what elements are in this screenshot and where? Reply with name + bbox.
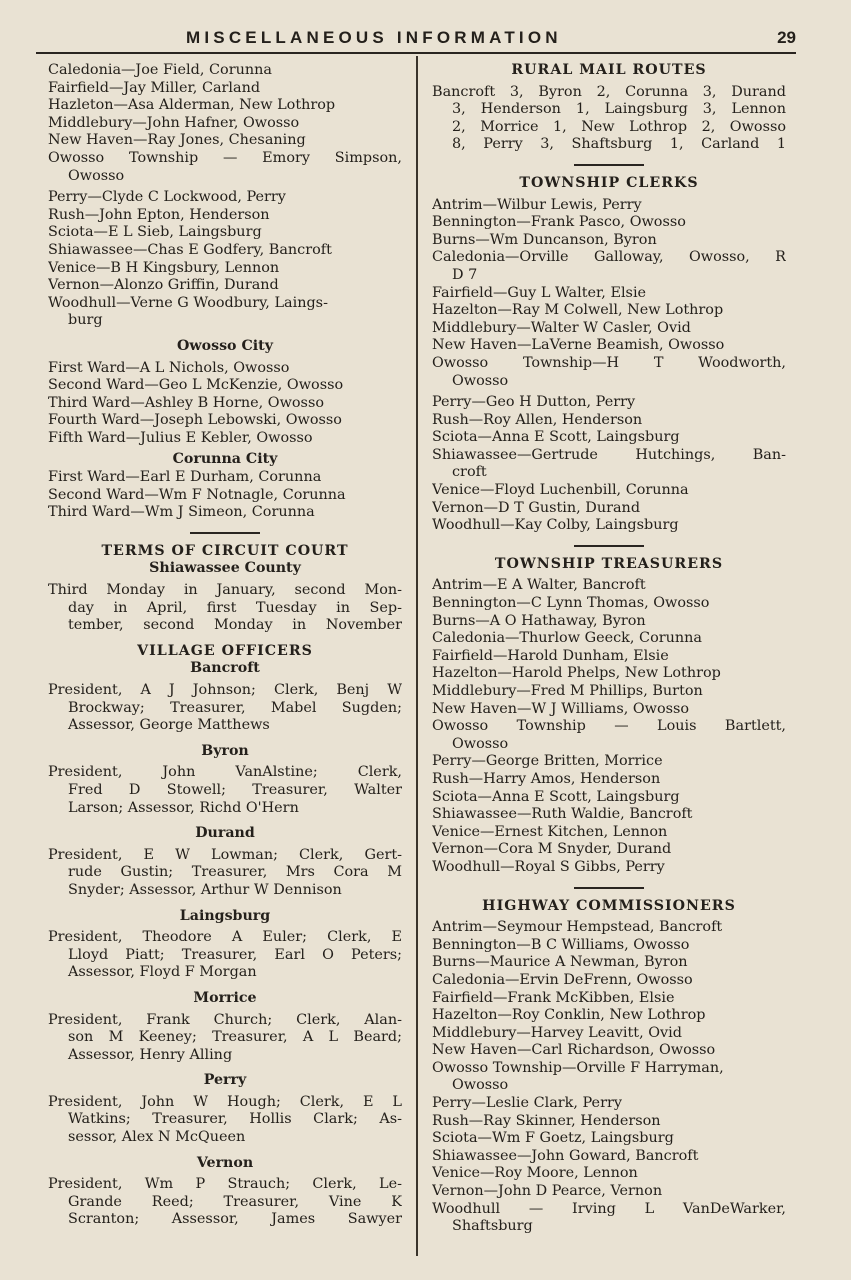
- section-heading: HIGHWAY COMMISSIONERS: [482, 897, 736, 914]
- list-item: Rush—John Epton, Henderson: [48, 206, 270, 223]
- list-item: Perry—Leslie Clark, Perry: [432, 1095, 622, 1112]
- list-item: Fifth Ward—Julius E Kebler, Owosso: [48, 429, 313, 446]
- list-item: Rush—Roy Allen, Henderson: [432, 411, 643, 428]
- paragraph-line: sessor, Alex N McQueen: [68, 1129, 246, 1146]
- village-name: Byron: [201, 742, 249, 759]
- section-heading: VILLAGE OFFICERS: [137, 642, 313, 659]
- list-item: Caledonia—Joe Field, Corunna: [48, 62, 272, 78]
- list-item: Middlebury—Harvey Leavitt, Ovid: [432, 1024, 682, 1041]
- paragraph-line: President, Theodore A Euler; Clerk, E: [48, 929, 402, 946]
- list-item-continued: D 7: [452, 266, 478, 283]
- list-item: Burns—Maurice A Newman, Byron: [432, 954, 688, 971]
- paragraph-line: 2, Morrice 1, New Lothrop 2, Owosso: [452, 118, 786, 135]
- paragraph-line: 8, Perry 3, Shaftsburg 1, Carland 1: [452, 136, 786, 153]
- list-item: Shiawassee—Ruth Waldie, Bancroft: [432, 806, 693, 823]
- list-item-continued: Owosso: [452, 372, 509, 389]
- village-name: Perry: [203, 1072, 247, 1089]
- paragraph-line: tember, second Monday in November: [68, 617, 402, 634]
- list-item: New Haven—LaVerne Beamish, Owosso: [432, 337, 725, 354]
- list-item: Woodhull — Irving L VanDeWarker,: [432, 1200, 786, 1217]
- section-heading: TOWNSHIP CLERKS: [519, 174, 699, 191]
- list-item: Middlebury—John Hafner, Owosso: [48, 114, 300, 131]
- list-item: Rush—Ray Skinner, Henderson: [432, 1112, 661, 1129]
- paragraph-line: Assessor, George Matthews: [68, 717, 270, 734]
- list-item: Caledonia—Ervin DeFrenn, Owosso: [432, 971, 693, 988]
- township-officer-list: [48, 62, 402, 330]
- village-name: Vernon: [196, 1154, 254, 1171]
- list-item: Owosso Township — Emory Simpson,: [48, 149, 402, 166]
- list-item: Shiawassee—Gertrude Hutchings, Ban-: [432, 446, 786, 463]
- list-item: Woodhull—Kay Colby, Laingsburg: [432, 517, 679, 534]
- list-item: Hazelton—Roy Conklin, New Lothrop: [432, 1007, 706, 1024]
- paragraph-line: President, Wm P Strauch; Clerk, Le-: [48, 1176, 402, 1193]
- list-item: Antrim—Wilbur Lewis, Perry: [432, 196, 642, 213]
- list-item: Sciota—Anna E Scott, Laingsburg: [432, 788, 680, 805]
- section-heading: RURAL MAIL ROUTES: [511, 62, 707, 78]
- paragraph-line: President, E W Lowman; Clerk, Gert-: [48, 846, 402, 863]
- list-item: Shiawassee—John Goward, Bancroft: [432, 1147, 699, 1164]
- village-name: Morrice: [193, 989, 257, 1006]
- running-title: MISCELLANEOUS INFORMATION: [186, 28, 562, 47]
- list-item: Burns—Wm Duncanson, Byron: [432, 231, 657, 248]
- list-item: Perry—Clyde C Lockwood, Perry: [48, 189, 286, 206]
- list-item-continued: Owosso: [68, 167, 125, 184]
- list-item: Rush—Harry Amos, Henderson: [432, 770, 661, 787]
- paragraph-line: Larson; Assessor, Richd O'Hern: [68, 799, 299, 816]
- list-item: Venice—Floyd Luchenbill, Corunna: [432, 482, 689, 499]
- list-item: Antrim—Seymour Hempstead, Bancroft: [432, 919, 723, 936]
- list-item-continued: Owosso: [452, 1077, 509, 1094]
- list-item: Woodhull—Royal S Gibbs, Perry: [432, 858, 665, 875]
- paragraph-line: 3, Henderson 1, Laingsburg 3, Lennon: [452, 101, 786, 118]
- list-item: Fairfield—Guy L Walter, Elsie: [432, 284, 647, 301]
- paragraph-line: rude Gustin; Treasurer, Mrs Cora M: [68, 864, 402, 881]
- paragraph-line: Scranton; Assessor, James Sawyer: [68, 1211, 402, 1228]
- list-item: Venice—Roy Moore, Lennon: [432, 1165, 638, 1182]
- section-divider: [574, 545, 644, 547]
- list-item: Fairfield—Frank McKibben, Elsie: [432, 989, 675, 1006]
- paragraph-line: Assessor, Henry Alling: [68, 1046, 233, 1063]
- paragraph-line: Third Monday in January, second Mon-: [48, 582, 402, 599]
- list-item: First Ward—A L Nichols, Owosso: [48, 359, 290, 376]
- list-item-continued: Owosso: [452, 735, 509, 752]
- list-item: Vernon—D T Gustin, Durand: [432, 499, 641, 516]
- right-column: [432, 62, 786, 1236]
- village-name: Durand: [195, 825, 255, 842]
- list-item: New Haven—Ray Jones, Chesaning: [48, 132, 306, 149]
- village-name: Bancroft: [190, 660, 260, 677]
- list-item: Woodhull—Verne G Woodbury, Laings-: [48, 294, 328, 311]
- section-subheading: Owosso City: [177, 337, 273, 354]
- list-item: Antrim—E A Walter, Bancroft: [432, 577, 646, 594]
- list-item: Third Ward—Wm J Simeon, Corunna: [48, 504, 315, 521]
- list-item: Fourth Ward—Joseph Lebowski, Owosso: [48, 412, 342, 429]
- section-subheading: Corunna City: [172, 451, 278, 468]
- list-item-continued: croft: [452, 464, 487, 481]
- paragraph-line: day in April, first Tuesday in Sep-: [68, 599, 402, 616]
- section-divider: [574, 887, 644, 889]
- list-item: Hazelton—Ray M Colwell, New Lothrop: [432, 302, 724, 319]
- list-item: Vernon—Cora M Snyder, Durand: [432, 841, 672, 858]
- village-name: Laingsburg: [179, 907, 271, 924]
- list-item: Fairfield—Jay Miller, Carland: [48, 79, 261, 96]
- list-item: Caledonia—Orville Galloway, Owosso, R: [432, 249, 786, 266]
- list-item: Second Ward—Wm F Notnagle, Corunna: [48, 486, 346, 503]
- paragraph-line: Watkins; Treasurer, Hollis Clark; As-: [68, 1111, 402, 1128]
- paragraph-line: President, John VanAlstine; Clerk,: [48, 764, 402, 781]
- list-item: Perry—Geo H Dutton, Perry: [432, 394, 636, 411]
- list-item: Vernon—Alonzo Griffin, Durand: [48, 277, 279, 294]
- list-item-continued: burg: [68, 312, 103, 329]
- list-item: New Haven—W J Williams, Owosso: [432, 700, 690, 717]
- paragraph-line: President, Frank Church; Clerk, Alan-: [48, 1011, 402, 1028]
- paragraph-line: Grande Reed; Treasurer, Vine K: [68, 1193, 402, 1210]
- list-item: Third Ward—Ashley B Horne, Owosso: [48, 394, 324, 411]
- list-item: Caledonia—Thurlow Geeck, Corunna: [432, 630, 702, 647]
- list-item: Owosso Township—Orville F Harryman,: [432, 1059, 724, 1076]
- list-item: Sciota—E L Sieb, Laingsburg: [48, 224, 262, 241]
- left-column: [48, 62, 402, 1229]
- list-item: Middlebury—Fred M Phillips, Burton: [432, 683, 703, 699]
- section-divider: [190, 532, 260, 534]
- paragraph-line: Lloyd Piatt; Treasurer, Earl O Peters;: [68, 946, 402, 963]
- list-item: Hazleton—Asa Alderman, New Lothrop: [48, 97, 336, 114]
- list-item: New Haven—Carl Richardson, Owosso: [432, 1042, 716, 1059]
- column-divider: [416, 56, 418, 1256]
- list-item: First Ward—Earl E Durham, Corunna: [48, 469, 322, 486]
- paragraph-line: Bancroft 3, Byron 2, Corunna 3, Durand: [432, 83, 786, 100]
- list-item: Bennington—C Lynn Thomas, Owosso: [432, 595, 710, 612]
- list-item: Vernon—John D Pearce, Vernon: [432, 1183, 663, 1200]
- paragraph-line: Brockway; Treasurer, Mabel Sugden;: [68, 699, 402, 716]
- list-item: Owosso Township—H T Woodworth,: [432, 354, 786, 371]
- paragraph-line: Fred D Stowell; Treasurer, Walter: [68, 781, 402, 798]
- list-item: Bennington—B C Williams, Owosso: [432, 936, 690, 953]
- page-number: 29: [777, 28, 796, 47]
- paragraph-line: President, A J Johnson; Clerk, Benj W: [48, 682, 402, 698]
- list-item: Shiawassee—Chas E Godfery, Bancroft: [48, 241, 332, 258]
- section-heading: TOWNSHIP TREASURERS: [494, 555, 724, 572]
- list-item: Bennington—Frank Pasco, Owosso: [432, 214, 686, 231]
- section-heading: TERMS OF CIRCUIT COURT: [101, 542, 349, 559]
- list-item: Sciota—Anna E Scott, Laingsburg: [432, 429, 680, 446]
- list-item: Fairfield—Harold Dunham, Elsie: [432, 647, 669, 664]
- list-item: Venice—Ernest Kitchen, Lennon: [432, 823, 668, 840]
- list-item: Middlebury—Walter W Casler, Ovid: [432, 319, 691, 336]
- section-divider: [574, 164, 644, 166]
- paragraph-line: Snyder; Assessor, Arthur W Dennison: [68, 881, 342, 898]
- paragraph-line: President, John W Hough; Clerk, E L: [48, 1093, 402, 1110]
- list-item: Owosso Township — Louis Bartlett,: [432, 718, 786, 735]
- list-item-continued: Shaftsburg: [452, 1218, 533, 1235]
- paragraph-line: son M Keeney; Treasurer, A L Beard;: [68, 1029, 402, 1046]
- list-item: Venice—B H Kingsbury, Lennon: [48, 259, 280, 276]
- list-item: Perry—George Britten, Morrice: [432, 753, 663, 770]
- list-item: Burns—A O Hathaway, Byron: [432, 612, 646, 629]
- list-item: Hazelton—Harold Phelps, New Lothrop: [432, 665, 721, 682]
- paragraph-line: Assessor, Floyd F Morgan: [68, 964, 257, 981]
- list-item: Second Ward—Geo L McKenzie, Owosso: [48, 377, 344, 394]
- list-item: Sciota—Wm F Goetz, Laingsburg: [432, 1130, 674, 1147]
- section-subheading: Shiawassee County: [149, 560, 301, 577]
- page-header: [36, 26, 796, 54]
